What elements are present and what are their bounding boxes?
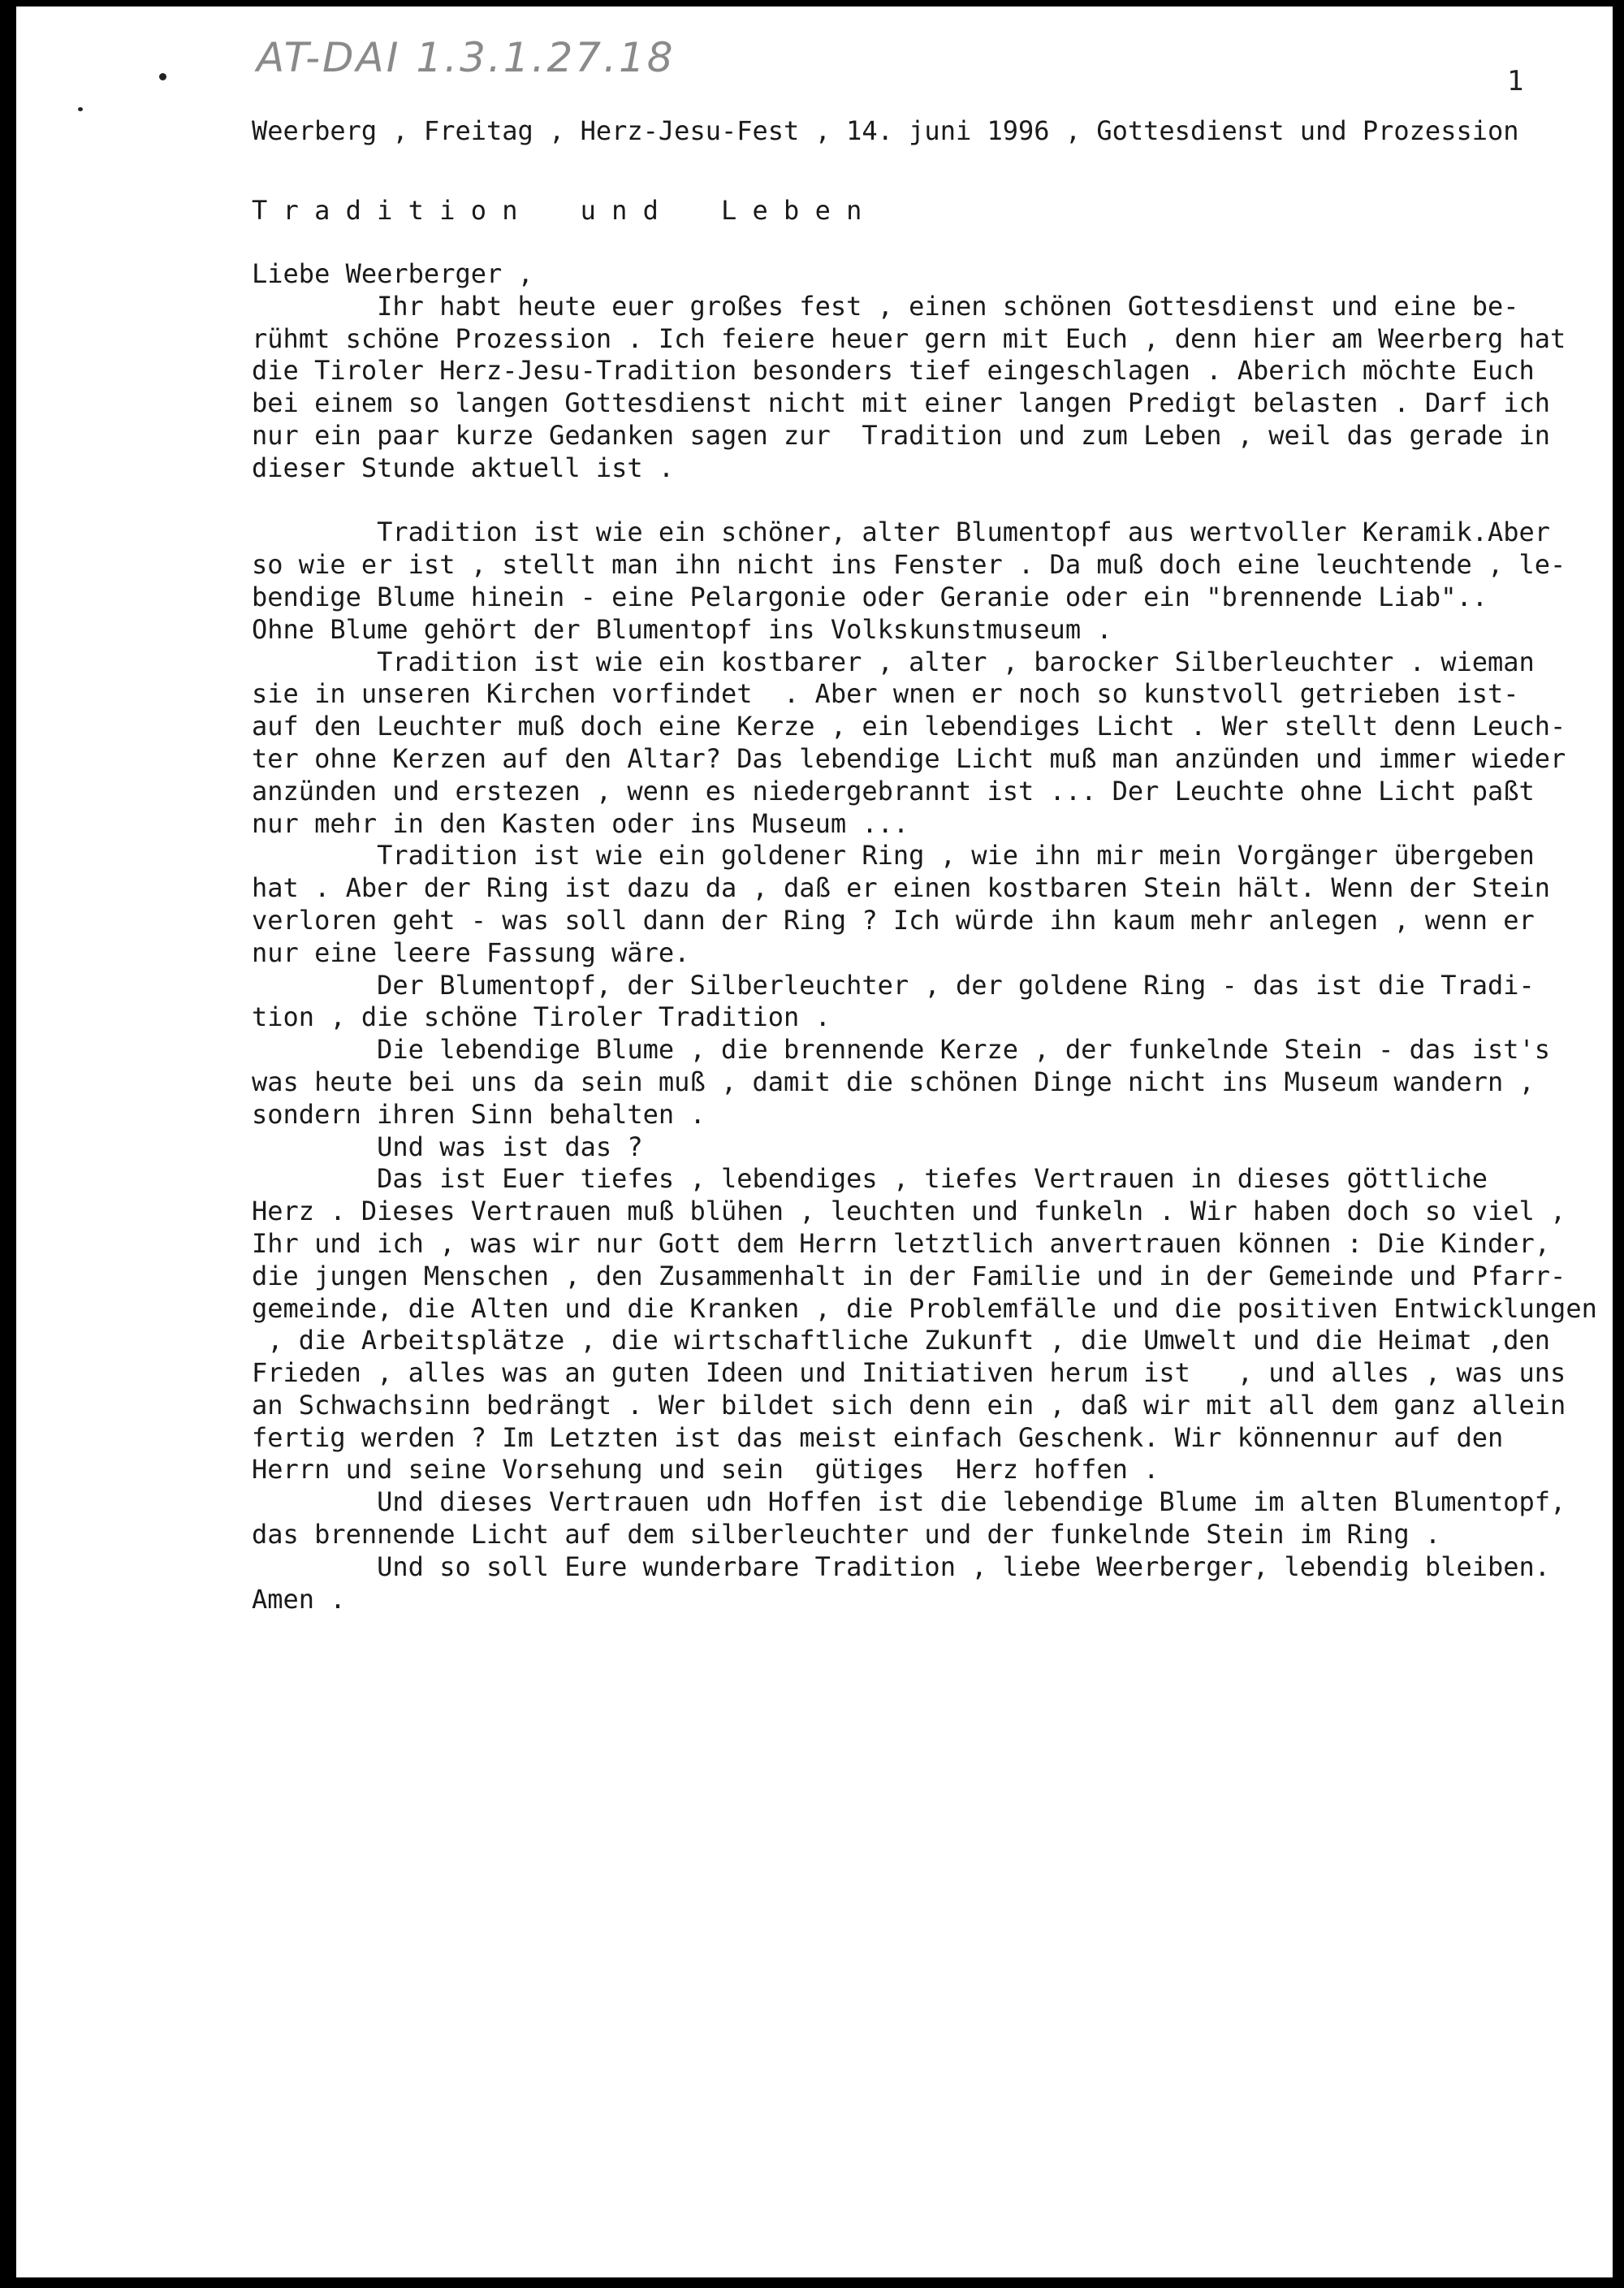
text-line: nur eine leere Fassung wäre.	[252, 936, 690, 968]
text-line: die jungen Menschen , den Zusammenhalt in der Familie und in der Gemeinde und Pfarr-	[252, 1260, 1566, 1291]
text-line: Der Blumentopf, der Silberleuchter , der goldene Ring - das ist die Tradi-	[252, 969, 1535, 1001]
page-number: 1	[1507, 65, 1524, 97]
text-line	[252, 485, 1597, 517]
text-line: gemeinde, die Alten und die Kranken , die Problemfälle und die positiven Entwicklungen	[252, 1292, 1597, 1324]
text-line: tion , die schöne Tiroler Tradition .	[252, 1001, 831, 1033]
text-line: das brennende Licht auf dem silberleuchter und der funkelnde Stein im Ring .	[252, 1519, 1441, 1551]
text-line: rühmt schöne Prozession . Ich feiere heuer gern mit Euch , denn hier am Weerberg hat	[252, 322, 1566, 354]
text-line: so wie er ist , stellt man ihn nicht ins Fenster . Da muß doch eine leuchtende , le-	[252, 549, 1566, 581]
sermon-title: T r a d i t i o n u n d L e b e n	[252, 195, 862, 226]
text-line: verloren geht - was soll dann der Ring ? Ich würde ihn kaum mehr anlegen , wenn er	[252, 904, 1535, 936]
text-line: Und was ist das ?	[252, 1131, 643, 1162]
text-line: Amen .	[252, 1583, 346, 1615]
text-line: an Schwachsinn bedrängt . Wer bildet sich denn ein , daß wir mit all dem ganz allein	[252, 1389, 1566, 1421]
text-line: Liebe Weerberger ,	[252, 258, 533, 289]
text-line: Ihr habt heute euer großes fest , einen schönen Gottesdienst und eine be-	[252, 290, 1519, 322]
text-line: dieser Stunde aktuell ist .	[252, 452, 675, 483]
text-line: die Tiroler Herz-Jesu-Tradition besonders tief eingeschlagen . Aberich möchte Euch	[252, 355, 1535, 387]
text-line: was heute bei uns da sein muß , damit die schönen Dinge nicht ins Museum wandern ,	[252, 1066, 1535, 1097]
margin-mark	[159, 73, 166, 80]
text-line: ter ohne Kerzen auf den Altar? Das lebendige Licht muß man anzünden und immer wieder	[252, 742, 1566, 774]
text-line: Herrn und seine Vorsehung und sein gütiges Herz hoffen .	[252, 1454, 1160, 1486]
text-line: sie in unseren Kirchen vorfindet . Aber wnen er noch so kunstvoll getrieben ist-	[252, 678, 1519, 710]
text-line: Tradition ist wie ein kostbarer , alter , barocker Silberleuchter . wieman	[252, 646, 1535, 677]
text-line: Tradition ist wie ein schöner, alter Blumentopf aus wertvoller Keramik.Aber	[252, 517, 1551, 548]
document-header: Weerberg , Freitag , Herz-Jesu-Fest , 14. juni 1996 , Gottesdienst und Prozession	[252, 115, 1519, 146]
text-line: nur mehr in den Kasten oder ins Museum ...	[252, 807, 909, 839]
text-line: Und dieses Vertrauen udn Hoffen ist die lebendige Blume im alten Blumentopf,	[252, 1486, 1566, 1518]
text-line: bei einem so langen Gottesdienst nicht mit einer langen Predigt belasten . Darf ich	[252, 387, 1551, 419]
text-line: Herz . Dieses Vertrauen muß blühen , leuchten und funkeln . Wir haben doch so viel ,	[252, 1196, 1566, 1227]
text-line: Und so soll Eure wunderbare Tradition , liebe Weerberger, lebendig bleiben.	[252, 1551, 1551, 1582]
text-line: Die lebendige Blume , die brennende Kerze , der funkelnde Stein - das ist's	[252, 1034, 1551, 1066]
text-line: sondern ihren Sinn behalten .	[252, 1098, 706, 1130]
text-line: Ihr und ich , was wir nur Gott dem Herrn letztlich anvertrauen können : Die Kinder,	[252, 1227, 1551, 1259]
text-line: Tradition ist wie ein goldener Ring , wie ihn mir mein Vorgänger übergeben	[252, 840, 1535, 872]
text-line: auf den Leuchter muß doch eine Kerze , ein lebendiges Licht . Wer stellt denn Leuch-	[252, 711, 1566, 742]
margin-mark	[78, 107, 83, 111]
text-line: Frieden , alles was an guten Ideen und Initiativen herum ist , und alles , was uns	[252, 1357, 1566, 1389]
text-line: anzünden und erstezen , wenn es niedergebrannt ist ... Der Leuchte ohne Licht paßt	[252, 775, 1535, 807]
text-line: Ohne Blume gehört der Blumentopf ins Volkskunstmuseum .	[252, 613, 1112, 645]
text-line: fertig werden ? Im Letzten ist das meist einfach Geschenk. Wir könnennur auf den	[252, 1421, 1504, 1453]
sermon-body	[252, 258, 1597, 1615]
text-line: , die Arbeitsplätze , die wirtschaftliche Zukunft , die Umwelt und die Heimat ,den	[252, 1325, 1551, 1356]
archive-signature: AT-DAI 1.3.1.27.18	[257, 34, 676, 81]
text-line: nur ein paar kurze Gedanken sagen zur Tradition und zum Leben , weil das gerade in	[252, 419, 1551, 451]
text-line: hat . Aber der Ring ist dazu da , daß er einen kostbaren Stein hält. Wenn der Stein	[252, 872, 1551, 904]
text-line: Das ist Euer tiefes , lebendiges , tiefes Vertrauen in dieses göttliche	[252, 1163, 1488, 1195]
document-page	[16, 6, 1613, 2277]
text-line: bendige Blume hinein - eine Pelargonie oder Geranie oder ein "brennende Liab"..	[252, 581, 1488, 612]
